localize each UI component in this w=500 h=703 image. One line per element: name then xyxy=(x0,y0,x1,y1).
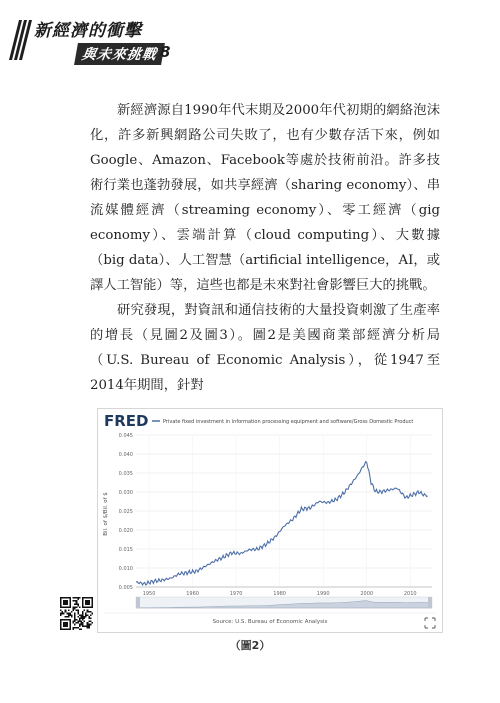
figure-caption: （圖2） xyxy=(229,639,271,652)
y-axis-label: Bil. of $/Bil. of $ xyxy=(103,492,109,536)
y-tick-label: 0.025 xyxy=(118,509,133,515)
header-title-line1: 新經濟的衝擊 xyxy=(34,21,142,41)
series-line xyxy=(136,462,428,585)
y-tick-label: 0.015 xyxy=(118,547,133,553)
x-tick-label: 1990 xyxy=(316,591,330,597)
y-tick-label: 0.030 xyxy=(118,490,133,496)
x-tick-label: 1950 xyxy=(142,591,156,597)
x-tick-label: 1970 xyxy=(229,591,243,597)
line-chart xyxy=(98,409,442,632)
header-title-line2: 與未來挑戰 xyxy=(74,43,165,65)
y-tick-label: 0.035 xyxy=(118,471,133,477)
range-handle-right[interactable] xyxy=(428,597,432,608)
y-tick-label: 0.045 xyxy=(118,433,133,439)
chart-title: Private fixed investment in information processing equipment and software/Gross Domestic Product xyxy=(163,419,414,425)
running-header xyxy=(14,16,214,64)
x-tick-label: 1960 xyxy=(186,591,199,597)
page-number: 8 xyxy=(160,43,171,61)
x-tick-label: 1980 xyxy=(273,591,287,597)
fred-logo: FRED xyxy=(104,412,149,430)
qr-code-icon xyxy=(60,597,93,630)
y-tick-label: 0.040 xyxy=(118,452,133,458)
y-tick-label: 0.005 xyxy=(118,585,133,591)
fred-chart-figure xyxy=(97,408,443,633)
fullscreen-icon[interactable] xyxy=(425,618,435,628)
paragraph-2: 研究發現，對資訊和通信技術的大量投資刺激了生產率的增長（見圖2及圖3）。圖2是美國商業部經濟分析局（U.S. Bureau of Economic Analysis），從1947至2014年期間，針對 xyxy=(90,303,440,393)
paragraph-1: 新經濟源自1990年代末期及2000年代初期的網絡泡沫化，許多新興網路公司失敗了，也有少數存活下來，例如Google、Amazon、Facebook等處於技術前沿。許多技術行業也蓬勃發展，如共享經濟（sharing economy）、串流媒體經濟（streaming economy）、零工經濟（gig economy）、雲端計算（cloud computing）、大數據（big data）、人工智慧（artificial intelligence，AI，或譯人工智能）等，這些也都是未來對社會影響巨大的挑戰。 xyxy=(90,103,440,293)
range-handle-left[interactable] xyxy=(136,597,140,608)
y-tick-label: 0.010 xyxy=(118,566,133,572)
chart-source: Source: U.S. Bureau of Economic Analysis xyxy=(212,619,328,625)
body-text xyxy=(90,98,440,398)
x-tick-label: 2010 xyxy=(403,591,417,597)
x-tick-label: 2000 xyxy=(360,591,374,597)
y-tick-label: 0.020 xyxy=(118,528,133,534)
header-stripes-icon xyxy=(14,20,30,60)
